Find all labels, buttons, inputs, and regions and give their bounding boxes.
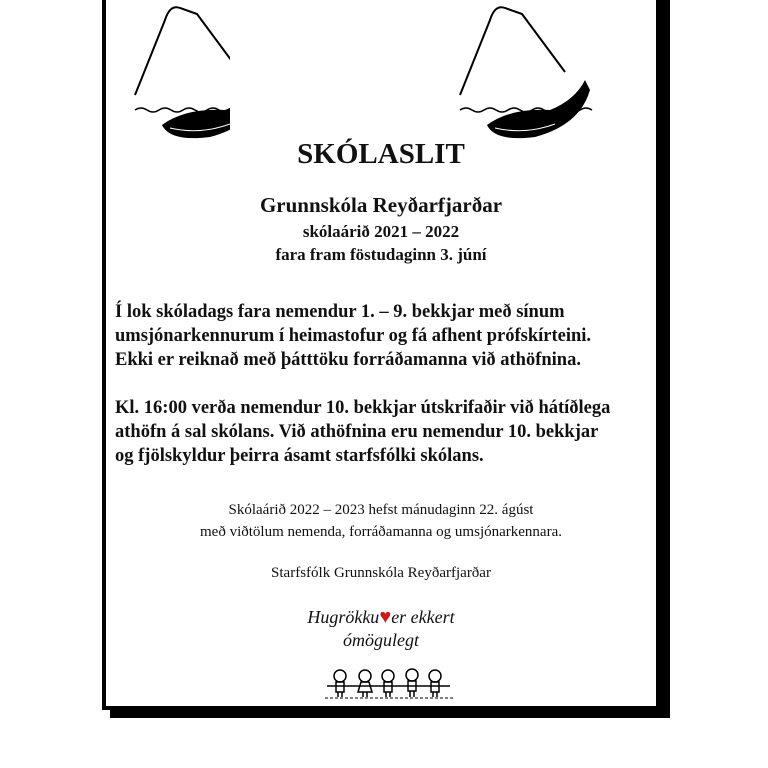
paragraph-line: og fjölskyldur þeirra ásamt starfsfólki skólans.: [115, 446, 484, 466]
paragraph-line: umsjónarkennurum í heimastofur og fá afhent prófskírteini.: [115, 326, 592, 346]
children-holding-hands-icon: [325, 668, 455, 700]
mountain-whale-illustration-right: [455, 0, 615, 140]
paragraph-1: [115, 300, 660, 372]
event-date: fara fram föstudaginn 3. júní: [275, 245, 487, 264]
paragraph-line: Ekki er reiknað með þátttöku forráðamanna við athöfnina.: [115, 350, 581, 370]
school-year: skólaárið 2021 – 2022: [302, 222, 460, 241]
paragraph-line: athöfn á sal skólans. Við athöfnina eru nemendur 10. bekkjar: [115, 422, 599, 442]
motto-text: Hugrökku: [307, 607, 380, 627]
next-year-line-1: Skólaárið 2022 – 2023 hefst mánudaginn 22. ágúst: [228, 502, 534, 518]
heart-icon: ♥: [379, 606, 392, 628]
motto-line-2: ómögulegt: [343, 630, 419, 650]
paragraph-line: Í lok skóladags fara nemendur 1. – 9. bekkjar með sínum: [115, 302, 565, 322]
paragraph-line: Kl. 16:00 verða nemendur 10. bekkjar útskrifaðir við hátíðlega: [115, 398, 611, 418]
school-name: Grunnskóla Reyðarfjarðar: [259, 193, 503, 217]
mountain-whale-illustration-left: [130, 0, 230, 140]
next-year-line-2: með viðtölum nemenda, forráðamanna og umsjónarkennara.: [200, 524, 562, 540]
paragraph-2: [115, 396, 660, 468]
signature: Starfsfólk Grunnskóla Reyðarfjarðar: [271, 565, 491, 581]
motto-text: er ekkert: [391, 607, 455, 627]
motto-line-1: [102, 606, 660, 628]
page-title: SKÓLASLIT: [297, 138, 465, 170]
